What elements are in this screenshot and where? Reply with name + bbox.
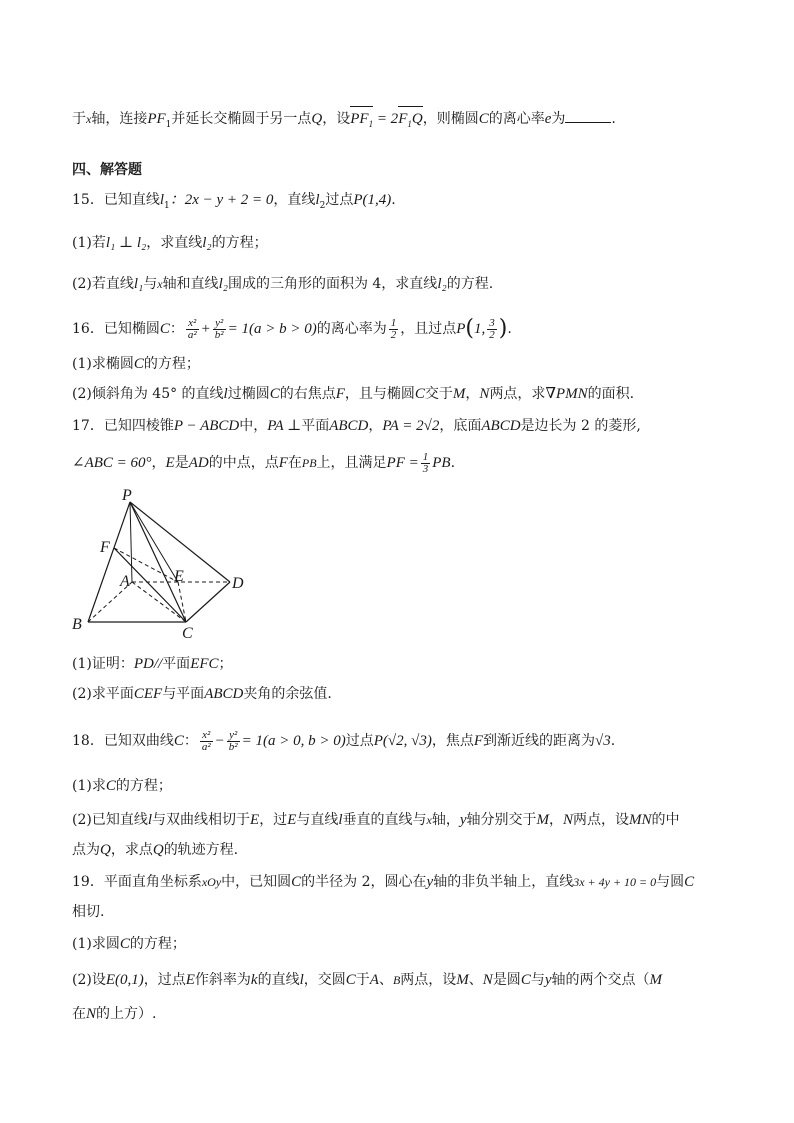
math: = 2: [373, 111, 399, 127]
edge-pc: [130, 502, 186, 622]
math: x: [86, 112, 92, 126]
fraction: $\frac{1}{2}$: [390, 316, 397, 341]
math: Q: [311, 111, 323, 127]
label-a: A: [120, 573, 130, 590]
math: PF: [147, 111, 166, 127]
text: ，则椭圆: [422, 111, 479, 127]
text: 为: [551, 111, 566, 127]
problem-15-q1: (1)若l₁ ⊥ l₂，求直线l₂的方程；: [72, 235, 268, 251]
label-p: P: [122, 487, 132, 504]
problem-19-q2-line1: (2)设E(0,1)，过点E作斜率为k的直线l，交圆C于A、B两点，设M、N是圆C与y轴的两个交点（M: [72, 972, 662, 988]
problem-18-stem: 18．已知双曲线C： $\frac{\text{x²}}{\text{a²}}$ − $\frac{\text{y²}}{\text{b²}}$ = 1(a > 0, b > 0)过点P(√2, √3)，焦点F到渐近线的距离为√3.: [72, 728, 616, 753]
text: .: [611, 111, 616, 127]
label-c: C: [182, 625, 193, 642]
edge-cd: [186, 582, 230, 622]
edge-pa: [130, 502, 132, 582]
problem-17-stem-2: ∠ABC = 60°，E是AD的中点，点F在PB上，且满足PF = $\frac{1}{3}$ PB.: [72, 450, 456, 475]
fraction: $\frac{\text{y²}}{\text{b²}}$: [214, 316, 224, 341]
math: C: [478, 111, 489, 127]
segment-pe: [130, 502, 178, 582]
problem-16-stem: 16．已知椭圆C： $\frac{\text{x²}}{\text{a²}}$ + $\frac{\text{y²}}{\text{b²}}$ = 1(a > b > 0)的离心率为 $\frac{1}{2}$ ，且过点P(1, $\frac{3}{2}$ ).: [72, 316, 512, 341]
label-d: D: [232, 575, 244, 592]
vector-pf1: $PF_1$: [350, 109, 373, 134]
text: 的离心率: [488, 111, 545, 127]
problem-19-stem-1: 19．平面直角坐标系xOy中，已知圆C的半径为 2，圆心在y轴的非负半轴上，直线3x + 4y + 10 = 0与圆C: [72, 874, 695, 890]
vector-f1q: $F_1Q$: [398, 109, 423, 134]
math: e: [544, 111, 552, 127]
problem-15-stem: 15．已知直线$l_1$：2x − y + 2 = 0，直线$l_2$过点P(1,4).: [72, 192, 396, 211]
text: 并延长交椭圆于另一点: [171, 111, 312, 127]
answer-blank: [565, 108, 611, 123]
label-b: B: [72, 616, 82, 633]
segment-ac: [132, 582, 186, 622]
problem-19-q1: (1)求圆C的方程；: [72, 936, 186, 952]
text: ，设: [322, 111, 351, 127]
problem-15-q2: (2)若直线l₁与x轴和直线l₂围成的三角形的面积为 4，求直线l₂的方程.: [72, 276, 494, 292]
pyramid-figure: [70, 482, 260, 642]
problem-19-q2-line2: 在N的上方）.: [72, 1006, 157, 1022]
label-e: E: [174, 568, 184, 585]
problem-17-q1: (1)证明：PD//平面EFC；: [72, 656, 233, 672]
problem-19-stem-2: 相切.: [72, 904, 105, 920]
problem-18-q1: (1)求C的方程；: [72, 778, 172, 794]
text: 轴，连接: [91, 111, 148, 127]
edge-pb: [88, 502, 130, 622]
subscript: 1: [165, 119, 172, 130]
problem-17-q2: (2)求平面CEF与平面ABCD夹角的余弦值.: [72, 686, 332, 702]
problem-16-q2: (2)倾斜角为 45° 的直线l过椭圆C的右焦点F，且与椭圆C交于M，N两点，求∇PMN的面积.: [72, 386, 635, 402]
segment-ec: [178, 582, 186, 622]
fraction: $\frac{3}{2}$: [489, 316, 495, 341]
fraction: $\frac{1}{3}$: [422, 450, 429, 475]
problem-16-q1: (1)求椭圆C的方程；: [72, 356, 200, 372]
text: 于: [72, 111, 86, 127]
problem-18-q2-line1: (2)已知直线l与双曲线相切于E，过E与直线l垂直的直线与x轴，y轴分别交于M，N两点，设MN的中: [72, 812, 680, 828]
fraction: $\frac{\text{x²}}{\text{a²}}$: [187, 316, 197, 341]
fraction: $\frac{\text{y²}}{\text{b²}}$: [228, 728, 238, 753]
problem-18-q2-line2: 点为Q，求点Q的轨迹方程.: [72, 842, 239, 858]
section-title: 四、解答题: [72, 162, 142, 178]
intro-line: [72, 108, 734, 135]
fraction: $\frac{\text{x²}}{\text{a²}}$: [201, 728, 211, 753]
problem-17-stem-1: 17．已知四棱锥P − ABCD中，PA ⊥平面ABCD，PA = 2√2，底面ABCD是边长为 2 的菱形,: [72, 418, 641, 434]
label-f: F: [100, 539, 110, 556]
